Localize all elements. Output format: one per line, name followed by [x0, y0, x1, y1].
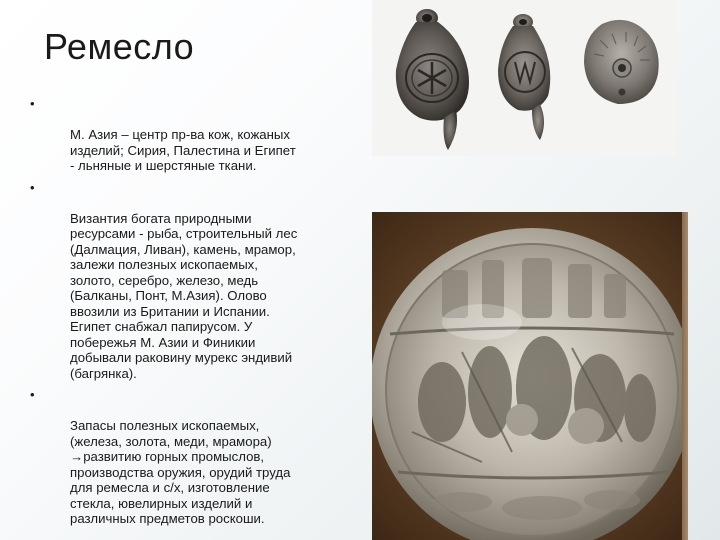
bullet-item — [30, 387, 360, 527]
bullet-marker: • — [30, 179, 35, 195]
plate-photo-edge — [682, 212, 688, 540]
bullet-text: М. Азия – центр пр-ва кож, кожаных изделий; Сирия, Палестина и Египет - льняные и шерстяные ткани. — [70, 127, 296, 173]
lamp-3 — [584, 20, 659, 104]
bullet-marker: • — [30, 96, 35, 111]
lamp-1 — [396, 9, 469, 150]
slide-title: Ремесло — [44, 26, 195, 67]
lamp-2 — [498, 14, 550, 140]
bullet-marker: • — [30, 387, 35, 402]
bullet-text: Византия богата природными ресурсами - рыба, строительный лес (Далмация, Ливан), камень, мрамор, залежи полезных ископаемых, золото, серебро, железо, медь (Балканы, Понт, М.Азия). Олово ввозили из Британии и Испании. Египет снабжал папирусом. У побережья М. Азии и Финикии добывали раковину мурекс эндивий (багрянка). — [70, 210, 298, 381]
lamps-illustration — [372, 0, 676, 156]
bullet-text: Запасы полезных ископаемых, (железа, золота, меди, мрамора) →развитию горных промыслов, производства оружия, орудий труда для ремесла и с/х, изготовление стекла, ювелирных изделий и различных предметов роскоши. — [70, 418, 291, 526]
bullet-item — [30, 180, 360, 382]
bullet-list — [30, 96, 360, 533]
bullet-item — [30, 96, 360, 174]
lamps-photo — [372, 0, 676, 156]
plate-photo — [372, 212, 688, 540]
plate-illustration — [372, 212, 688, 540]
